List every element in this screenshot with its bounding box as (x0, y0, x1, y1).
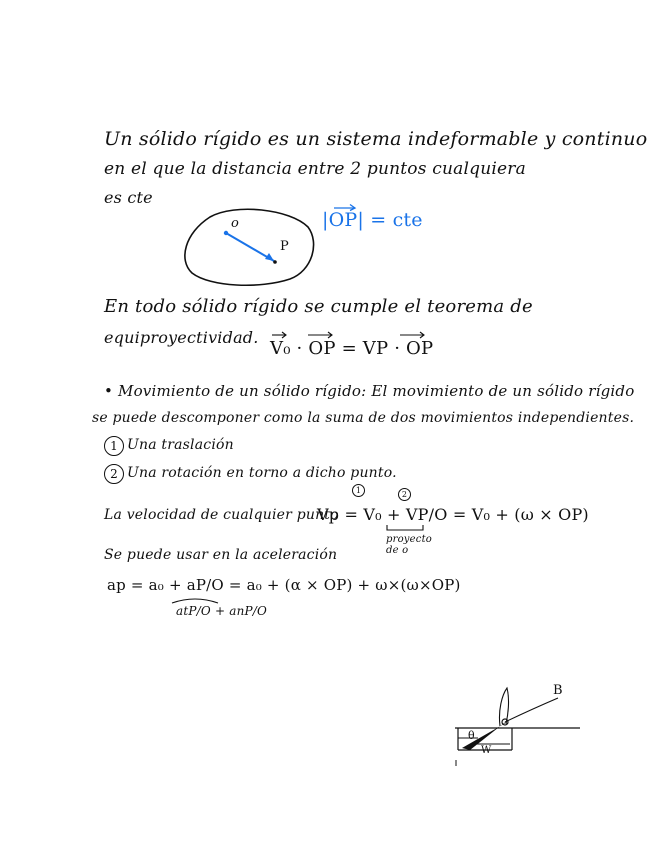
acceleration-label: Se puede usar en la aceleración (104, 547, 338, 563)
definition-line-2: en el que la distancia entre 2 puntos cualquiera (104, 159, 526, 179)
acceleration-equation: ap = a₀ + aP/O = a₀ + (α × OP) + ω×(ω×OP) (107, 576, 461, 594)
sketch-label-theta: θ (468, 729, 475, 742)
item-1-number: 1 (104, 436, 124, 456)
sketch-label-w: W (481, 745, 492, 756)
velocity-circle-2: 2 (398, 488, 411, 501)
movement-line-1: • Movimiento de un sólido rígido: El movimiento de un sólido rígido (104, 382, 635, 400)
velocity-underbrace (385, 524, 425, 534)
item-2-text: Una rotación en torno a dicho punto. (127, 465, 397, 481)
theorem-line-2: equiproyectividad. (104, 328, 259, 347)
movement-line-2: se puede descomponer como la suma de dos movimientos independientes. (92, 410, 635, 426)
definition-line-1: Un sólido rígido es un sistema indeformable y continuo (104, 128, 648, 150)
sketch-label-b: B (553, 683, 563, 698)
definition-line-3: es cte (104, 188, 153, 207)
op-vector-arrow (333, 203, 357, 211)
point-p-label: P (280, 239, 289, 254)
velocity-circle-1: 1 (352, 484, 365, 497)
distance-equation: |OP| = cte (322, 209, 423, 231)
item-1-text: Una traslación (127, 437, 234, 453)
point-o-label: o (231, 216, 240, 231)
rigid-body-sketch (180, 205, 320, 290)
velocity-label: La velocidad de cualquier punto (104, 507, 339, 523)
item-2-number: 2 (104, 464, 124, 484)
acceleration-components: atP/O + anP/O (176, 604, 268, 618)
velocity-equation: Vp = V₀ + VP/O = V₀ + (ω × OP) (317, 505, 589, 524)
velocity-note: proyecto de o (386, 534, 433, 556)
mechanism-sketch (450, 680, 590, 775)
theorem-line-1: En todo sólido rígido se cumple el teorema de (104, 296, 533, 317)
theorem-equation: V₀ · OP = VP · OP (270, 338, 434, 359)
theorem-vector-arrows (270, 330, 430, 340)
